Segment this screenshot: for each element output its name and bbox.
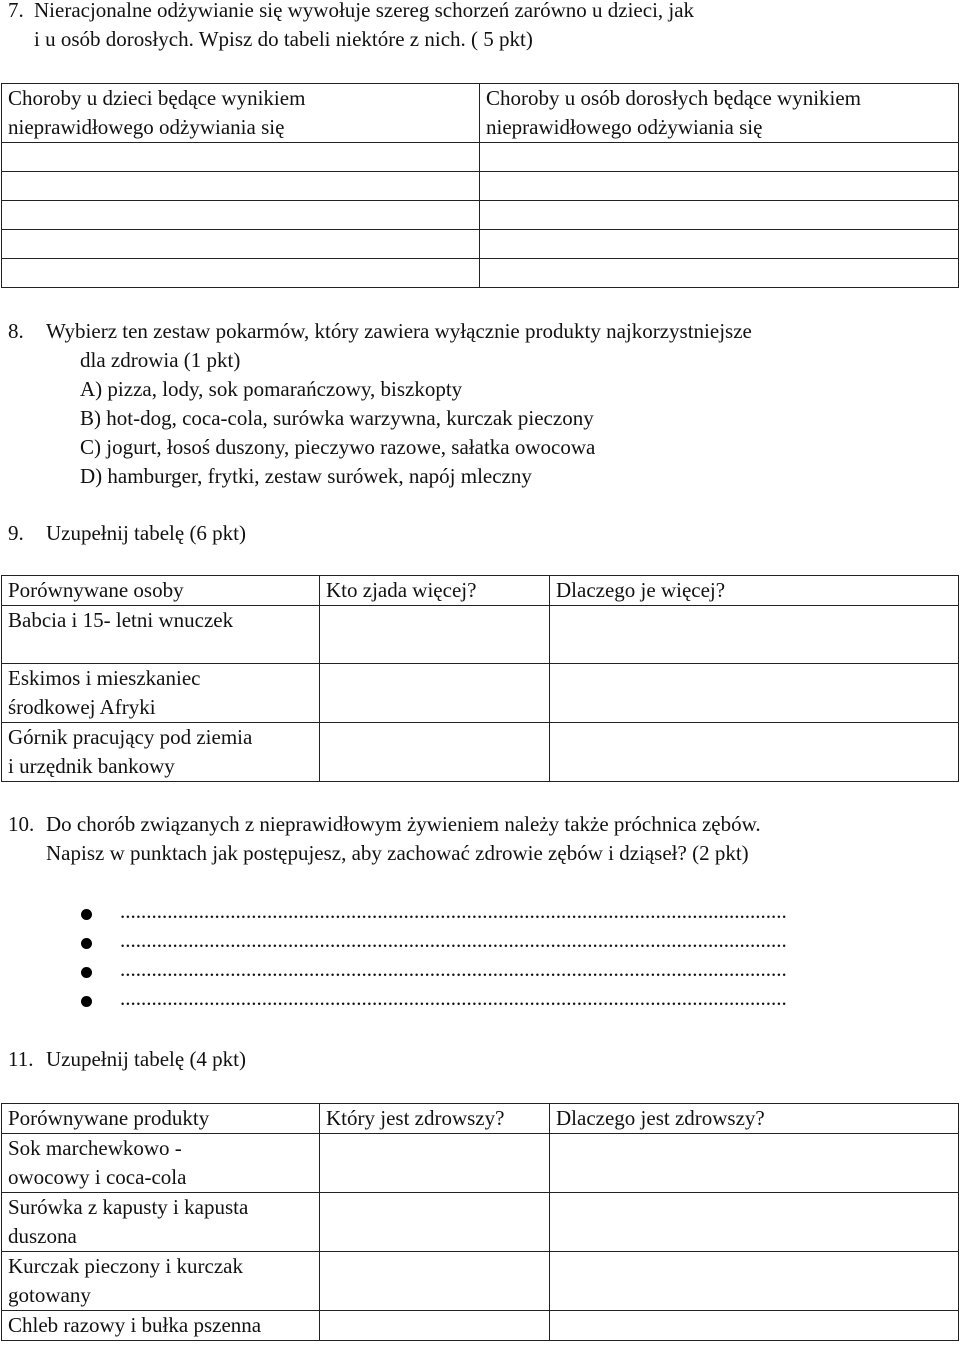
question-8-option-d[interactable]: D) hamburger, frytki, zestaw surówek, napój mleczny [80,464,532,488]
q7-answer-cell[interactable] [2,172,480,201]
q9-row1-line1: Babcia i 15- letni wnuczek [8,608,234,632]
q11-row1-line1: Sok marchewkowo - [8,1136,182,1160]
q7-header-adults [480,84,959,143]
q7-header-children-line1: Choroby u dzieci będące wynikiem [8,86,306,110]
q11-row2-line1: Surówka z kapusty i kapusta [8,1195,249,1219]
q9-answer-cell[interactable] [320,723,550,782]
bullet-icon [81,967,92,978]
q7-header-adults-line2: nieprawidłowego odżywiania się [486,115,763,139]
question-11-title: Uzupełnij tabelę (4 pkt) [46,1047,247,1071]
q7-answer-cell[interactable] [2,201,480,230]
q11-answer-cell[interactable] [320,1193,550,1252]
answer-line-3[interactable]: ............................................................................................................................... [120,957,787,981]
bullet-icon [81,996,92,1007]
q11-answer-cell[interactable] [320,1311,550,1341]
q7-header-children [2,84,480,143]
q11-row3-line2: gotowany [8,1283,91,1307]
q11-answer-cell[interactable] [550,1311,959,1341]
question-8-option-a[interactable]: A) pizza, lody, sok pomarańczowy, biszkopty [80,377,463,401]
q7-answer-cell[interactable] [480,230,959,259]
q11-answer-cell[interactable] [550,1193,959,1252]
question-10-text-line1: Do chorób związanych z nieprawidłowym żywieniem należy także próchnica zębów. [46,812,761,836]
q9-header-compared: Porównywane osoby [2,576,320,606]
q11-row-label [2,1134,320,1193]
q9-row2-line1: Eskimos i mieszkaniec [8,666,201,690]
question-10-number: 10. [8,812,35,836]
q7-header-adults-line1: Choroby u osób dorosłych będące wynikiem [486,86,862,110]
q9-row-label [2,606,320,664]
q11-row3-line1: Kurczak pieczony i kurczak [8,1254,243,1278]
q11-answer-cell[interactable] [550,1134,959,1193]
question-9-number: 9. [8,521,24,545]
q11-answer-cell[interactable] [320,1134,550,1193]
q9-answer-cell[interactable] [550,664,959,723]
q7-answer-cell[interactable] [480,172,959,201]
q11-row-label [2,1193,320,1252]
q11-answer-cell[interactable] [320,1252,550,1311]
question-8-option-c[interactable]: C) jogurt, łosoś duszony, pieczywo razowe, sałatka owocowa [80,435,596,459]
q7-answer-cell[interactable] [2,259,480,288]
question-11-number: 11. [8,1047,34,1071]
q11-row-label [2,1311,320,1341]
q9-row3-line1: Górnik pracujący pod ziemia [8,725,253,749]
question-8-option-b[interactable]: B) hot-dog, coca-cola, surówka warzywna, kurczak pieczony [80,406,594,430]
question-7-number: 7. [8,0,24,22]
question-8-text-line2: dla zdrowia (1 pkt) [80,348,241,372]
question-9-title: Uzupełnij tabelę (6 pkt) [46,521,247,545]
q11-row2-line2: duszona [8,1224,77,1248]
q9-answer-cell[interactable] [550,606,959,664]
question-7-text-line1: Nieracjonalne odżywianie się wywołuje szereg schorzeń zarówno u dzieci, jak [34,0,695,22]
q9-row2-line2: środkowej Afryki [8,695,156,719]
q7-answer-cell[interactable] [2,143,480,172]
answer-line-4[interactable]: ............................................................................................................................... [120,986,787,1010]
q11-row4-line1: Chleb razowy i bułka pszenna [8,1313,262,1337]
bullet-icon [81,909,92,920]
question-8-number: 8. [8,319,24,343]
q9-answer-cell[interactable] [320,664,550,723]
q7-header-children-line2: nieprawidłowego odżywiania się [8,115,285,139]
q11-header-which: Który jest zdrowszy? [320,1104,550,1134]
q11-answer-cell[interactable] [550,1252,959,1311]
q7-answer-cell[interactable] [480,259,959,288]
q7-answer-cell[interactable] [2,230,480,259]
q9-row-label [2,723,320,782]
q11-header-compared: Porównywane produkty [2,1104,320,1134]
q9-header-why: Dlaczego je więcej? [550,576,959,606]
q9-row3-line2: i urzędnik bankowy [8,754,175,778]
q9-answer-cell[interactable] [320,606,550,664]
q9-table [1,575,959,782]
answer-line-2[interactable]: ............................................................................................................................... [120,928,787,952]
question-7-text-line2: i u osób dorosłych. Wpisz do tabeli niektóre z nich. ( 5 pkt) [34,27,533,51]
answer-line-1[interactable]: ............................................................................................................................... [120,899,787,923]
question-10-text-line2: Napisz w punktach jak postępujesz, aby zachować zdrowie zębów i dziąseł? (2 pkt) [46,841,749,865]
q7-answer-cell[interactable] [480,143,959,172]
q11-table [1,1103,959,1341]
q7-table [1,83,959,288]
q11-row-label [2,1252,320,1311]
question-8-text-line1: Wybierz ten zestaw pokarmów, który zawiera wyłącznie produkty najkorzystniejsze [46,319,752,343]
q11-header-why: Dlaczego jest zdrowszy? [550,1104,959,1134]
q7-answer-cell[interactable] [480,201,959,230]
bullet-icon [81,938,92,949]
q9-row-label [2,664,320,723]
q9-answer-cell[interactable] [550,723,959,782]
q11-row1-line2: owocowy i coca-cola [8,1165,187,1189]
q9-header-who: Kto zjada więcej? [320,576,550,606]
